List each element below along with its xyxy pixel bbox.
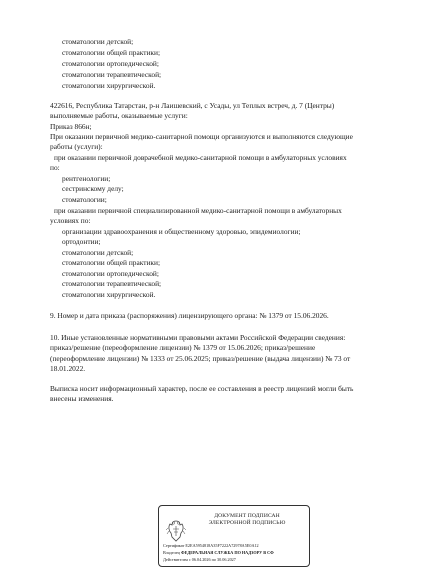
- owner-label: Владелец: [163, 550, 180, 555]
- address-line: 422616, Республика Татарстан, р-н Лаишевский, с Усады, ул Теплых встреч, д. 7 (Центры): [50, 101, 335, 110]
- list-item: стоматологии ортопедической;: [62, 269, 159, 278]
- certificate-line: [163, 543, 306, 548]
- care-type: при оказании первичной доврачебной медико-санитарной помощи в амбулаторных условиях: [54, 153, 347, 162]
- validity-value: с 06.04.2026 по 30.06.2027: [188, 557, 236, 562]
- list-item: стоматологии детской;: [62, 37, 134, 46]
- order-number-section: 9. Номер и дата приказа (распоряжения) лицензирующего органа: № 1379 от 15.06.2026.: [50, 311, 329, 320]
- list-item: стоматологии терапевтической;: [62, 70, 162, 79]
- certificate-label: Сертификат: [163, 543, 185, 548]
- electronic-signature-stamp: [158, 505, 310, 567]
- other-info-section: 10. Иные установленные нормативными правовыми актами Российской Федерации сведения:: [50, 333, 346, 342]
- list-item: организации здравоохранения и общественному здоровью, эпидемиологии;: [62, 227, 301, 236]
- care-type: условиях по:: [50, 216, 91, 225]
- other-info-section: (переоформление лицензии) № 1333 от 25.06.2025; приказ/решение (выдача лицензии) № 73 от: [50, 354, 351, 363]
- list-item: стоматологии общей практики;: [62, 48, 161, 57]
- list-item: сестринскому делу;: [62, 184, 124, 193]
- list-item: стоматологии терапевтической;: [62, 279, 162, 288]
- disclaimer-note: Выписка носит информационный характер, после ее составления в реестр лицензий могли быть: [50, 384, 354, 393]
- intro-text: работы (услуги):: [50, 142, 103, 151]
- validity-label: Действителен: [163, 557, 188, 562]
- disclaimer-note: внесены изменения.: [50, 394, 114, 403]
- services-heading: выполняемые работы, оказываемые услуги:: [50, 111, 188, 120]
- owner-line: [163, 550, 306, 555]
- list-item: ортодонтии;: [62, 237, 101, 246]
- list-item: рентгенологии;: [62, 174, 111, 183]
- stamp-title: ДОКУМЕНТ ПОДПИСАН: [214, 513, 280, 519]
- care-type: по:: [50, 163, 60, 172]
- order-ref: Приказ 866н;: [50, 122, 92, 131]
- list-item: стоматологии;: [62, 195, 107, 204]
- care-type: при оказании первичной специализированной медико-санитарной помощи в амбулаторных: [54, 206, 342, 215]
- other-info-section: 18.01.2022.: [50, 364, 86, 373]
- intro-text: При оказании первичной медико-санитарной помощи организуются и выполняются следующие: [50, 132, 353, 141]
- certificate-value: E2EA5954818A35F7222A72978A5E0A12: [185, 543, 259, 548]
- stamp-subtitle: ЭЛЕКТРОННОЙ ПОДПИСЬЮ: [208, 520, 286, 526]
- list-item: стоматологии ортопедической;: [62, 59, 159, 68]
- list-item: стоматологии детской;: [62, 248, 134, 257]
- coat-of-arms-icon: [165, 518, 187, 544]
- other-info-section: приказ/решение (переоформление лицензии) № 1379 от 15.06.2026; приказ/решение: [50, 343, 316, 352]
- validity-line: [163, 557, 306, 562]
- list-item: стоматологии хирургической.: [62, 290, 156, 299]
- list-item: стоматологии хирургической.: [62, 81, 156, 90]
- list-item: стоматологии общей практики;: [62, 258, 161, 267]
- owner-value: ФЕДЕРАЛЬНАЯ СЛУЖБА ПО НАДЗОРУ В СФ: [180, 550, 274, 555]
